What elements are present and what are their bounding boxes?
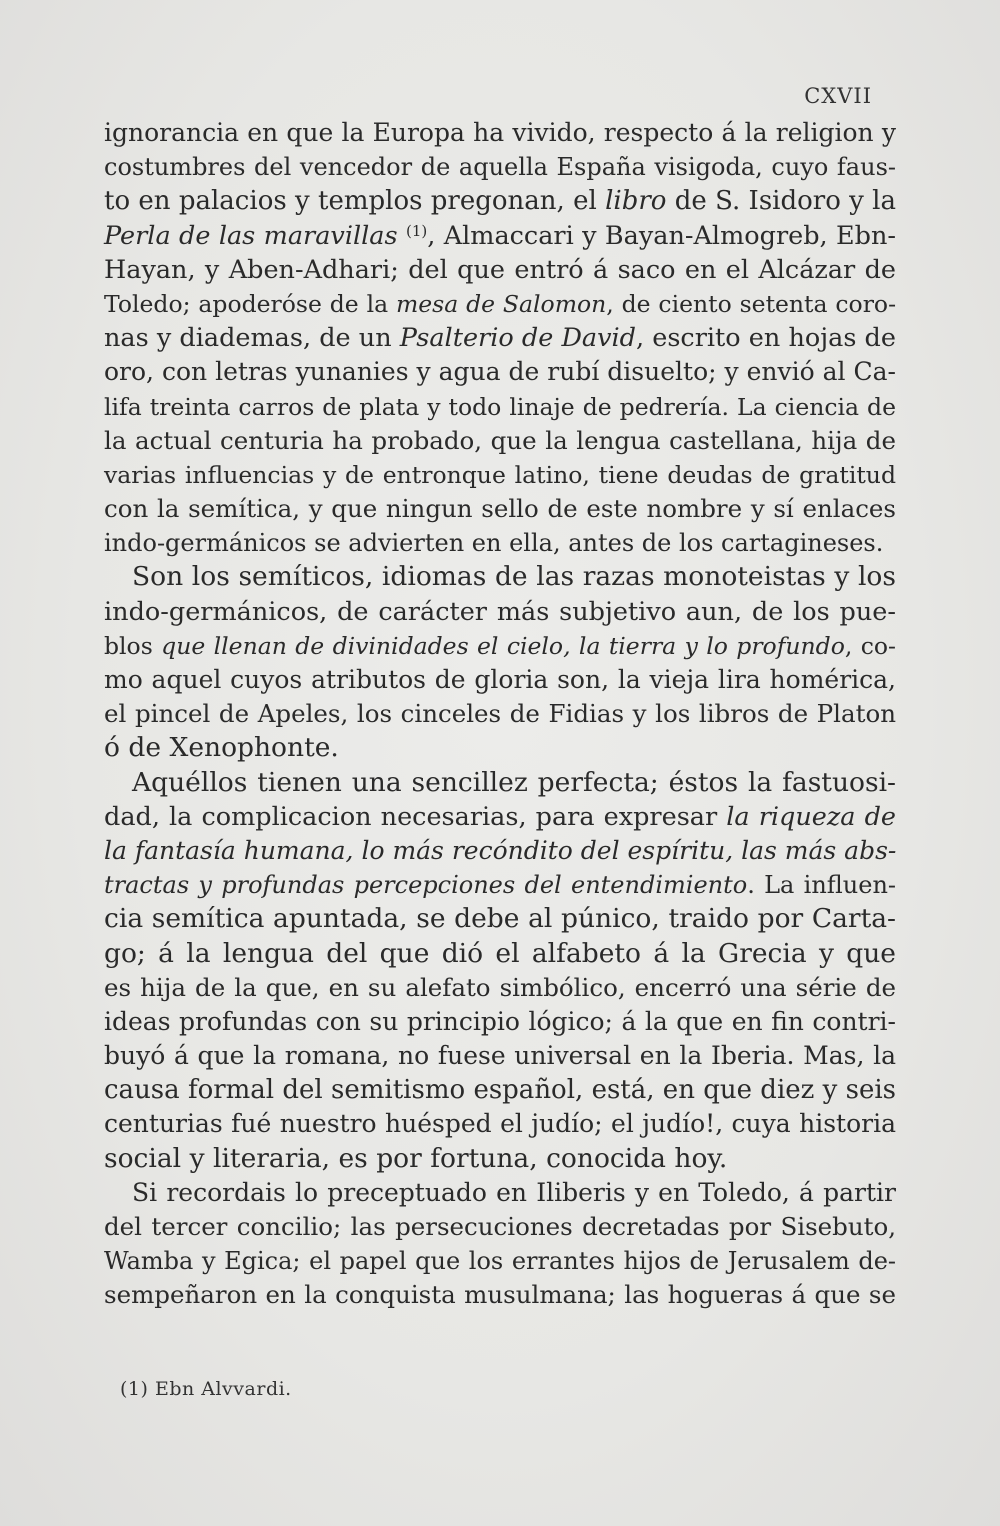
text-line: Toledo; apoderóse de la mesa de Salomon, de ciento setenta coro- (104, 289, 897, 318)
text-line: oro, con letras yunanies y agua de rubí disuelto; y envió al Ca- (104, 357, 896, 387)
text-line: go; á la lengua del que dió el alfabeto á la Grecia y que (104, 937, 896, 969)
text-line: dad, la complicacion necesarias, para expresar la riqueza de (104, 801, 896, 832)
text-line: sempeñaron en la conquista musulmana; las hogueras á que se (104, 1280, 896, 1310)
text-line: es hija de la que, en su alefato simbólico, encerró una série de (104, 972, 896, 1002)
text-line: tractas y profundas percepciones del entendimiento. La influen- (104, 871, 897, 900)
text-line: buyó á que la romana, no fuese universal en la Iberia. Mas, la (104, 1041, 896, 1071)
text-line: costumbres del vencedor de aquella España visigoda, cuyo faus- (104, 153, 896, 182)
text-line: nas y diademas, de un Psalterio de David, escrito en hojas de (104, 323, 896, 354)
text-line: to en palacios y templos pregonan, el libro de S. Isidoro y la (104, 186, 896, 217)
text-line: Wamba y Egica; el papel que los errantes hijos de Jerusalem de- (104, 1247, 896, 1276)
body-text (104, 116, 896, 1313)
text-line: Hayan, y Aben-Adhari; del que entró á saco en el Alcázar de (104, 254, 896, 285)
text-line: del tercer concilio; las persecuciones decretadas por Sisebuto, (104, 1212, 896, 1241)
italic-phrase: tractas y profundas percepciones del entendimiento (104, 871, 748, 900)
text-line: varias influencias y de entronque latino, tiene deudas de gratitud (104, 460, 896, 489)
text-line: el pincel de Apeles, los cinceles de Fidias y los libros de Platon (104, 699, 896, 729)
text-line: ó de Xenophonte. (104, 732, 339, 764)
italic-phrase: la fantasía humana, lo más recóndito del espíritu, las más abs- (104, 835, 897, 865)
text-line: la actual centuria ha probado, que la lengua castellana, hija de (104, 425, 896, 455)
footnote: (1) Ebn Alvvardi. (120, 1378, 292, 1400)
text-line: Aquéllos tienen una sencillez perfecta; éstos la fastuosi- (132, 766, 896, 798)
text-line: ignorancia en que la Europa ha vivido, respecto á la religion y (104, 118, 896, 147)
italic-term: mesa de Salomon (395, 289, 607, 318)
text-line: ideas profundas con su principio lógico; á la que en fin contri- (104, 1006, 896, 1036)
text-line (104, 834, 896, 868)
text-line: indo-germánicos se advierten en ella, antes de los cartagineses. (104, 529, 884, 558)
italic-title: Perla de las maravillas (104, 220, 398, 251)
text-line: mo aquel cuyos atributos de gloria son, la vieja lira homérica, (104, 665, 896, 694)
text-line: Si recordais lo preceptuado en Iliberis y en Toledo, á partir (132, 1177, 896, 1207)
text-line: con la semítica, y que ningun sello de este nombre y sí enlaces (104, 494, 896, 524)
italic-term: Psalterio de David (399, 323, 636, 354)
italic-term: libro (605, 186, 667, 217)
text-line: Perla de las maravillas $^{(1)}$, Almaccari y Bayan-Almogreb, Ebn- (104, 220, 897, 251)
footnote-reference: (1) (405, 221, 428, 240)
text-line: social y literaria, es por fortuna, conocida hoy. (104, 1142, 728, 1174)
italic-phrase: que llenan de divinidades el cielo, la tierra y lo profundo (161, 631, 845, 660)
text-line: blos que llenan de divinidades el cielo, la tierra y lo profundo, co- (104, 631, 896, 660)
text-line: lifa treinta carros de plata y todo linaje de pedrería. La ciencia de (104, 392, 896, 421)
italic-phrase: la riqueza de (726, 801, 896, 832)
text-line: Son los semíticos, idiomas de las razas monoteistas y los (132, 561, 896, 593)
page-number: CXVII (804, 84, 872, 108)
text-line: cia semítica apuntada, se debe al púnico, traido por Carta- (104, 903, 896, 935)
text-line: causa formal del semitismo español, está, en que diez y seis (104, 1075, 896, 1106)
text-line: centurias fué nuestro huésped el judío; el judío!, cuya historia (104, 1109, 896, 1139)
text-line: indo-germánicos, de carácter más subjetivo aun, de los pue- (104, 596, 896, 627)
